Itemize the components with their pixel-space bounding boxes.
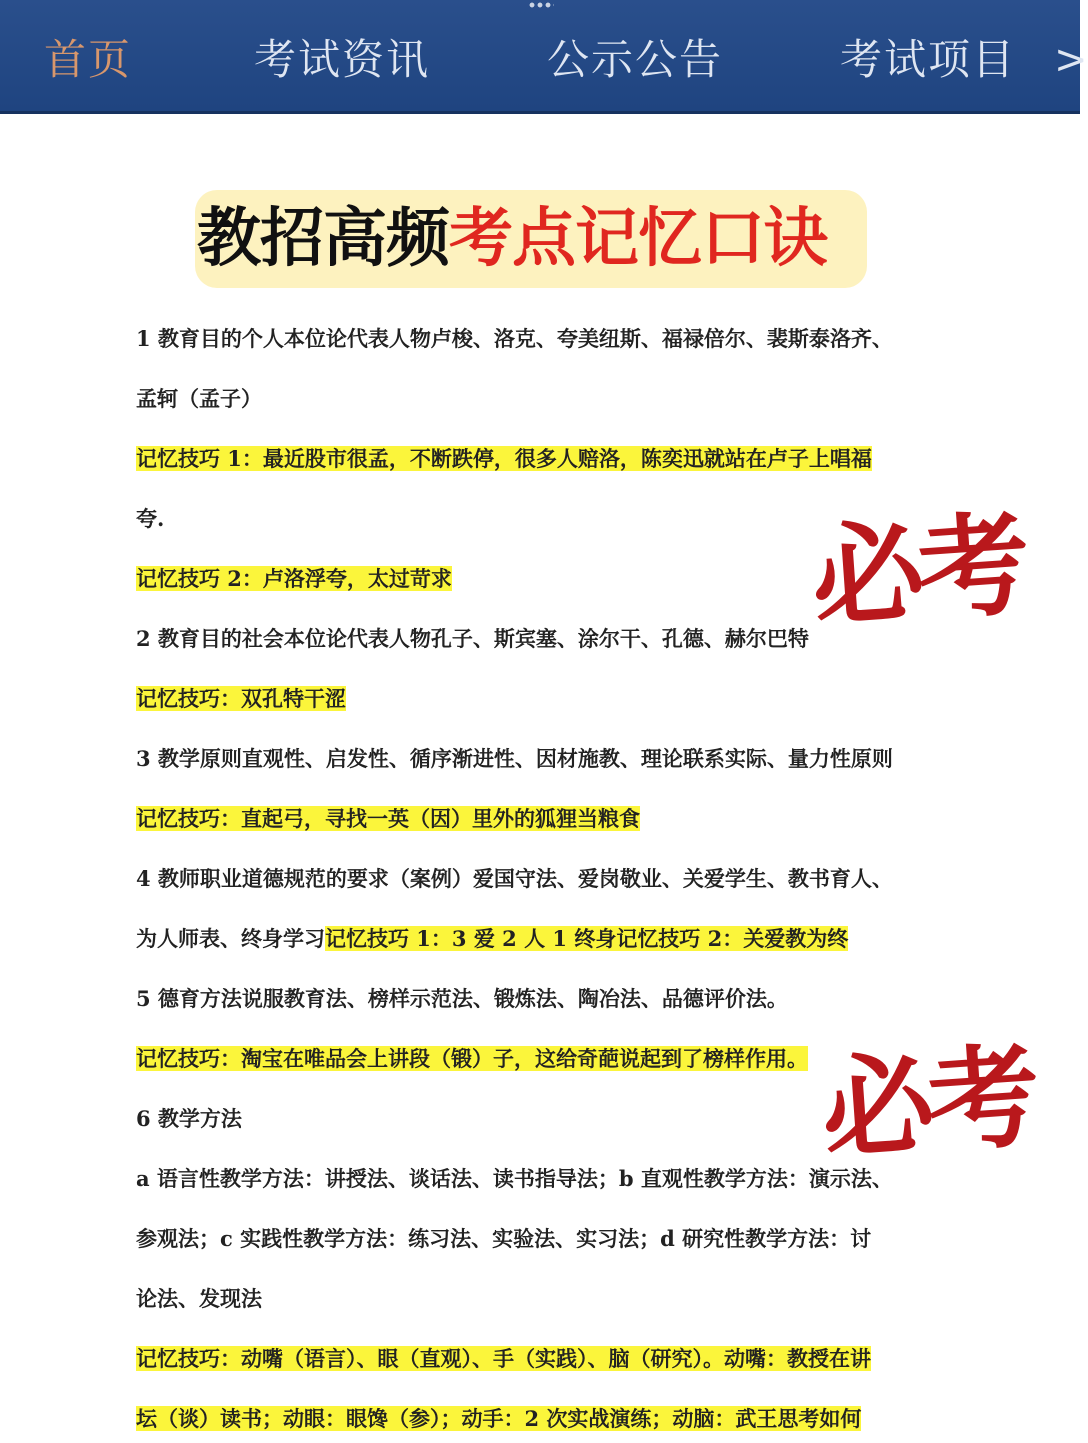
- text-line: [136, 322, 893, 356]
- line-text: 6 教学方法: [136, 1106, 242, 1131]
- line-text: 孟轲（孟子）: [136, 386, 262, 411]
- nav-more-arrow-icon[interactable]: >: [1054, 37, 1088, 83]
- text-line: [136, 1342, 871, 1376]
- text-line: [136, 862, 893, 896]
- text-line: [136, 382, 262, 416]
- memory-tip-highlight: 记忆技巧：动嘴（语言）、眼（直观）、手（实践）、脑（研究）。动嘴：教授在讲: [136, 1346, 871, 1371]
- top-navigation-bar: [0, 0, 1088, 114]
- memory-tip-highlight: 记忆技巧 1：3 爱 2 人 1 终身记忆技巧 2：关爱教为终: [325, 926, 849, 951]
- nav-tab-home[interactable]: 首页: [44, 35, 133, 84]
- line-text: 为人师表、终身学习: [136, 926, 325, 951]
- title-part-red: 考点记忆口诀: [449, 201, 827, 276]
- text-line: [136, 562, 452, 596]
- text-line: [136, 682, 346, 716]
- memory-tip-highlight: 记忆技巧：直起弓，寻找一英（因）里外的狐狸当粮食: [136, 806, 640, 831]
- line-text: 1 教育目的个人本位论代表人物卢梭、洛克、夸美纽斯、福禄倍尔、裴斯泰洛齐、: [136, 326, 893, 351]
- text-line: [136, 1222, 871, 1256]
- line-text: 夸.: [136, 506, 165, 531]
- line-text: 参观法；c 实践性教学方法：练习法、实验法、实习法；d 研究性教学方法：讨: [136, 1226, 872, 1251]
- memory-tip-highlight: 记忆技巧 2：卢洛浮夸，太过苛求: [136, 566, 452, 591]
- line-text: 5 德育方法说服教育法、榜样示范法、锻炼法、陶冶法、品德评价法。: [136, 986, 788, 1011]
- text-line: [136, 502, 164, 536]
- title-part-black: 教招高频: [197, 201, 449, 276]
- text-line: [136, 1162, 893, 1196]
- memory-tip-highlight: 记忆技巧 1：最近股市很孟，不断跌停，很多人赔洛，陈奕迅就站在卢子上唱福: [136, 446, 872, 471]
- line-text: 3 教学原则直观性、启发性、循序渐进性、因材施教、理论联系实际、量力性原则: [136, 746, 893, 771]
- drag-handle-icon[interactable]: [528, 2, 554, 8]
- text-line: [136, 802, 640, 836]
- text-line: [136, 1282, 262, 1316]
- nav-tab-exam-news[interactable]: 考试资讯: [254, 35, 431, 84]
- memory-tip-highlight: 记忆技巧：淘宝在唯品会上讲段（锻）子，这给奇葩说起到了榜样作用。: [136, 1046, 808, 1071]
- memory-tip-highlight: 记忆技巧：双孔特干涩: [136, 686, 346, 711]
- page-title: [197, 196, 867, 282]
- text-line: [136, 922, 848, 956]
- memory-tip-highlight: 坛（谈）读书；动眼：眼馋（参）；动手：2 次实战演练；动脑：武王思考如何: [136, 1406, 862, 1431]
- text-line: [136, 742, 893, 776]
- nav-tab-announcements[interactable]: 公示公告: [547, 35, 724, 84]
- text-line: [136, 1042, 808, 1076]
- text-line: [136, 622, 809, 656]
- text-line: [136, 1402, 861, 1436]
- text-line: [136, 442, 872, 476]
- line-text: 论法、发现法: [136, 1286, 262, 1311]
- must-test-stamp: 必考: [807, 499, 1029, 645]
- text-line: [136, 1102, 242, 1136]
- text-line: [136, 982, 788, 1016]
- line-text: 2 教育目的社会本位论代表人物孔子、斯宾塞、涂尔干、孔德、赫尔巴特: [136, 626, 809, 651]
- nav-tab-exam-projects[interactable]: 考试项目: [840, 35, 1017, 84]
- line-text: a 语言性教学方法：讲授法、谈话法、读书指导法；b 直观性教学方法：演示法、: [136, 1166, 893, 1191]
- must-test-stamp: 必考: [817, 1031, 1039, 1177]
- line-text: 4 教师职业道德规范的要求（案例）爱国守法、爱岗敬业、关爱学生、教书育人、: [136, 866, 893, 891]
